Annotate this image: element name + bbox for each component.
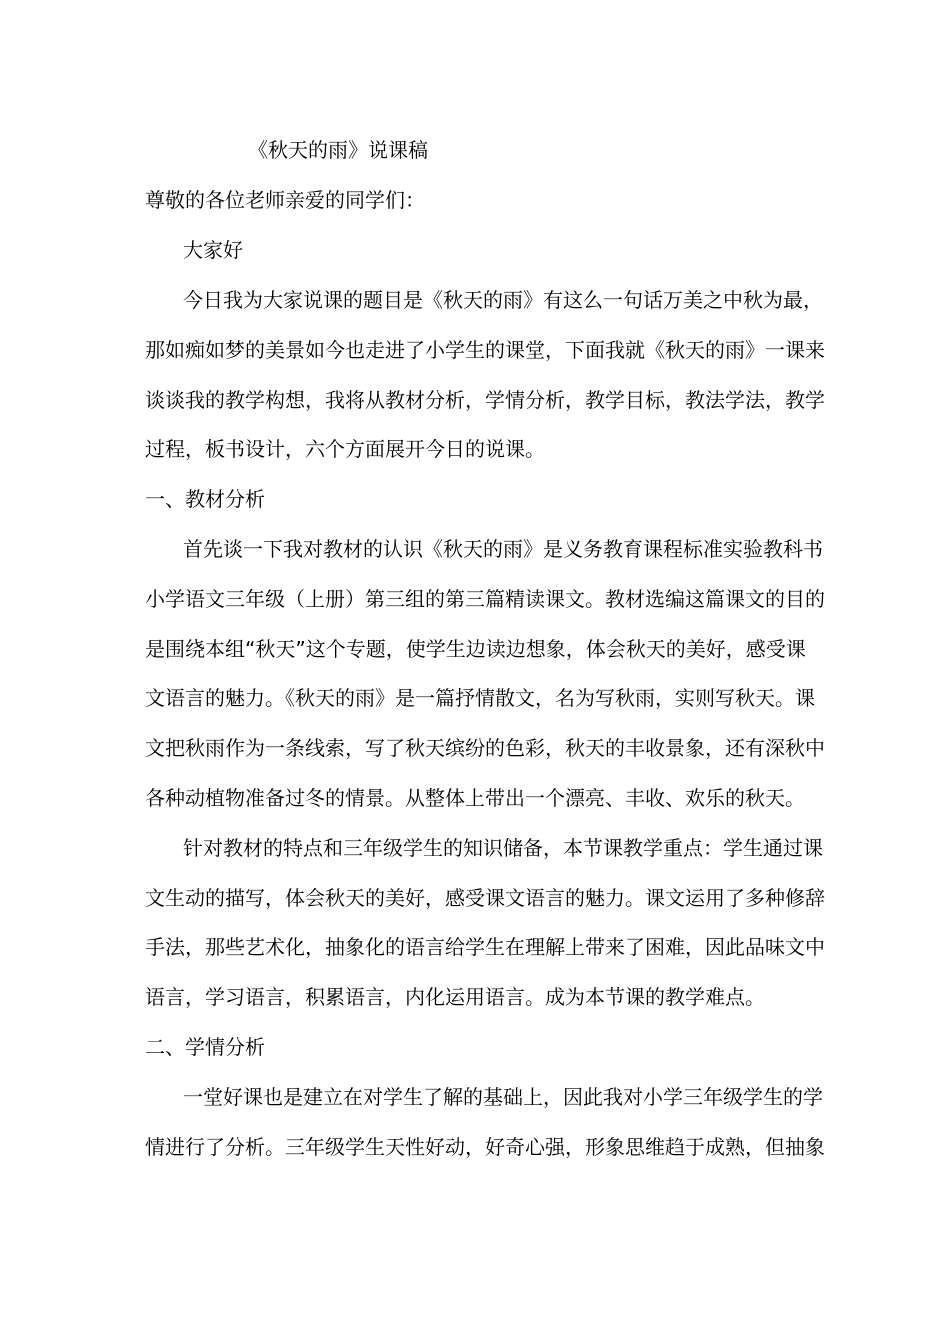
document-title: 《秋天的雨》说课稿 (248, 138, 428, 162)
paragraph-line: 手法，那些艺术化，抽象化的语言给学生在理解上带来了困难，因此品味文中 (145, 935, 825, 959)
paragraph-line: 小学语文三年级（上册）第三组的第三篇精读课文。教材选编这篇课文的目的 (145, 587, 825, 611)
paragraph-line: 针对教材的特点和三年级学生的知识储备，本节课教学重点：学生通过课 (183, 836, 823, 860)
paragraph-line: 各种动植物准备过冬的情景。从整体上带出一个漂亮、丰收、欢乐的秋天。 (145, 786, 805, 810)
paragraph-line: 文语言的魅力。《秋天的雨》是一篇抒情散文，名为写秋雨，实则写秋天。课 (145, 686, 815, 710)
paragraph-line: 今日我为大家说课的题目是《秋天的雨》有这么一句话万美之中秋为最， (183, 288, 823, 312)
paragraph-line: 那如痴如梦的美景如今也走进了小学生的课堂，下面我就《秋天的雨》一课来 (145, 338, 825, 362)
paragraph-line: 首先谈一下我对教材的认识《秋天的雨》是义务教育课程标准实验教科书 (183, 537, 823, 561)
paragraph-line: 文把秋雨作为一条线索，写了秋天缤纷的色彩，秋天的丰收景象，还有深秋中 (145, 736, 825, 760)
paragraph-line: 一堂好课也是建立在对学生了解的基础上，因此我对小学三年级学生的学 (183, 1085, 823, 1109)
section-heading: 一、教材分析 (145, 487, 265, 511)
paragraph-line: 语言，学习语言，积累语言，内化运用语言。成为本节课的教学难点。 (145, 985, 765, 1009)
greeting-line: 大家好 (183, 238, 243, 262)
section-heading: 二、学情分析 (145, 1035, 265, 1059)
paragraph-line: 是围绕本组“秋天”这个专题，使学生边读边想象，体会秋天的美好，感受课 (145, 637, 806, 661)
salutation-line: 尊敬的各位老师亲爱的同学们： (145, 188, 425, 212)
paragraph-line: 文生动的描写，体会秋天的美好，感受课文语言的魅力。课文运用了多种修辞 (145, 886, 825, 910)
paragraph-line: 谈谈我的教学构想，我将从教材分析，学情分析，教学目标，教法学法，教学 (145, 388, 825, 412)
paragraph-line: 过程，板书设计，六个方面展开今日的说课。 (145, 437, 545, 461)
paragraph-line: 情进行了分析。三年级学生天性好动，好奇心强，形象思维趋于成熟，但抽象 (145, 1135, 825, 1159)
